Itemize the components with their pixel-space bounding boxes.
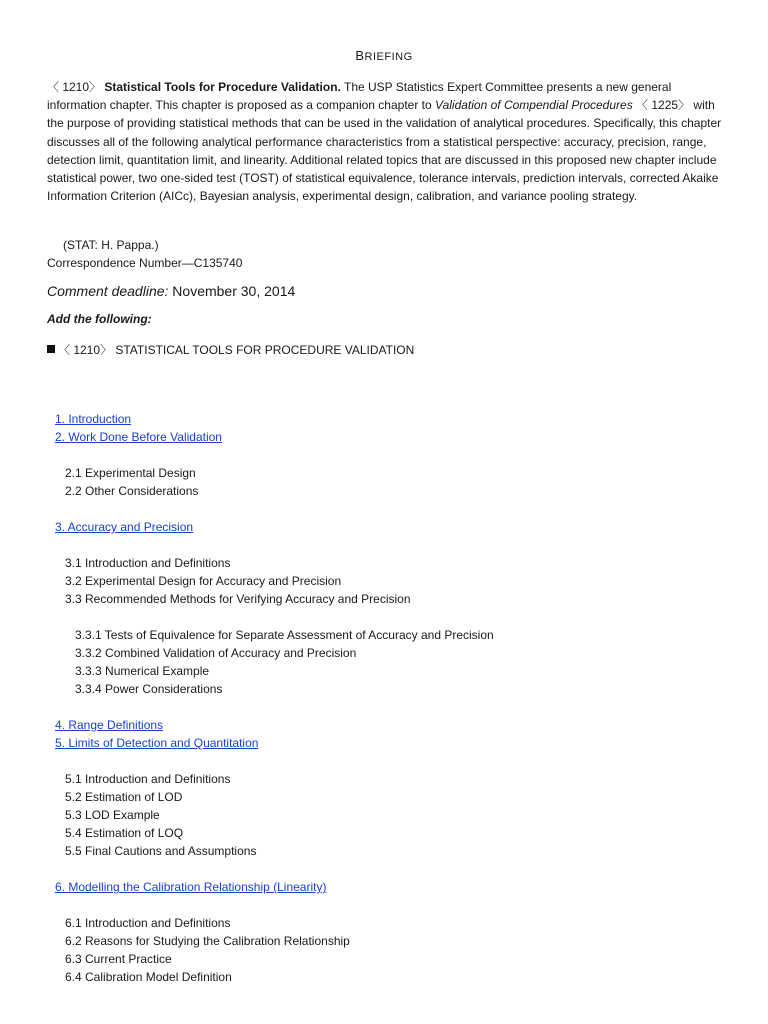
intro-text-1: The USP Statistics Expert Committee presents a new general information chapter. This chapter is proposed as a companion chapter to [47, 80, 672, 113]
briefing-paragraph [47, 78, 727, 205]
add-following [47, 310, 152, 328]
italic-ref: Validation of Compendial Procedures [435, 98, 633, 113]
toc-item-3-2: 3.2 Experimental Design for Accuracy and Precision [65, 574, 342, 588]
toc-item-3-3-3: 3.3.3 Numerical Example [75, 664, 210, 678]
toc-link-accuracy-and-precision[interactable]: 3. Accuracy and Precision [55, 520, 194, 534]
comment-deadline [47, 282, 295, 300]
briefing-rest: RIEFING [364, 51, 413, 63]
chapter-ref-2: 〈 1225〉 [632, 98, 691, 113]
briefing-first-letter: B [355, 48, 365, 63]
toc-item-6-1: 6.1 Introduction and Definitions [65, 916, 231, 930]
toc-link-limits-of-detection[interactable]: 5. Limits of Detection and Quantitation [55, 736, 259, 750]
toc-item-6-2: 6.2 Reasons for Studying the Calibration Relationship [65, 934, 350, 948]
toc-link-range-definitions[interactable]: 4. Range Definitions [55, 718, 164, 732]
chapter-ref: 〈 1210〉 [47, 80, 102, 94]
stat-line: (STAT: H. Pappa.) [63, 238, 159, 252]
chapter-heading [47, 341, 414, 359]
toc-item-2-1: 2.1 Experimental Design [65, 466, 196, 480]
toc-link-work-done-before-validation[interactable]: 2. Work Done Before Validation [55, 430, 222, 444]
toc-item-3-1: 3.1 Introduction and Definitions [65, 556, 231, 570]
deadline-label: Comment deadline: [47, 283, 169, 299]
intro-text-2: with the purpose of providing statistical methods that can be used in the validation of analytical procedures. Specifically, this chapter discusses all of the following analytical performance characteristics from a statistical perspective: accuracy, precision, range, detection limit, quantitation limit, and linearity. Additional related topics that are discussed in this proposed new chapter include statistical power, two one-sided test (TOST) of statistical equivalence, tolerance intervals, prediction intervals, corrected Akaike Information Criterion (AICc), Bayesian analysis, experimental design, calibration, and variance pooling strategy. [47, 98, 722, 204]
correspondence-number: Correspondence Number—C135740 [47, 256, 243, 270]
chapter-heading-ref: 〈 1210〉 [58, 343, 113, 357]
toc-link-introduction[interactable]: 1. Introduction [55, 412, 132, 426]
toc-link-modelling-calibration[interactable]: 6. Modelling the Calibration Relationship (Linearity) [55, 880, 327, 894]
toc-item-6-3: 6.3 Current Practice [65, 952, 172, 966]
toc-item-5-5: 5.5 Final Cautions and Assumptions [65, 844, 257, 858]
deadline-value: November 30, 2014 [168, 283, 296, 299]
toc-item-3-3: 3.3 Recommended Methods for Verifying Accuracy and Precision [65, 592, 411, 606]
toc-item-5-1: 5.1 Introduction and Definitions [65, 772, 231, 786]
toc-item-3-3-1: 3.3.1 Tests of Equivalence for Separate Assessment of Accuracy and Precision [75, 628, 494, 642]
toc-item-6-4: 6.4 Calibration Model Definition [65, 970, 232, 984]
toc-item-5-3: 5.3 LOD Example [65, 808, 160, 822]
add-following-text: Add the following: [47, 312, 152, 326]
toc-item-2-2: 2.2 Other Considerations [65, 484, 199, 498]
square-bullet-icon [47, 345, 55, 353]
toc-item-3-3-2: 3.3.2 Combined Validation of Accuracy and Precision [75, 646, 357, 660]
toc-item-5-2: 5.2 Estimation of LOD [65, 790, 183, 804]
briefing-heading [0, 48, 768, 63]
toc-item-5-4: 5.4 Estimation of LOQ [65, 826, 184, 840]
chapter-heading-title: STATISTICAL TOOLS FOR PROCEDURE VALIDATION [112, 343, 415, 357]
chapter-title: Statistical Tools for Procedure Validation. [104, 80, 341, 94]
toc-item-3-3-4: 3.3.4 Power Considerations [75, 682, 223, 696]
